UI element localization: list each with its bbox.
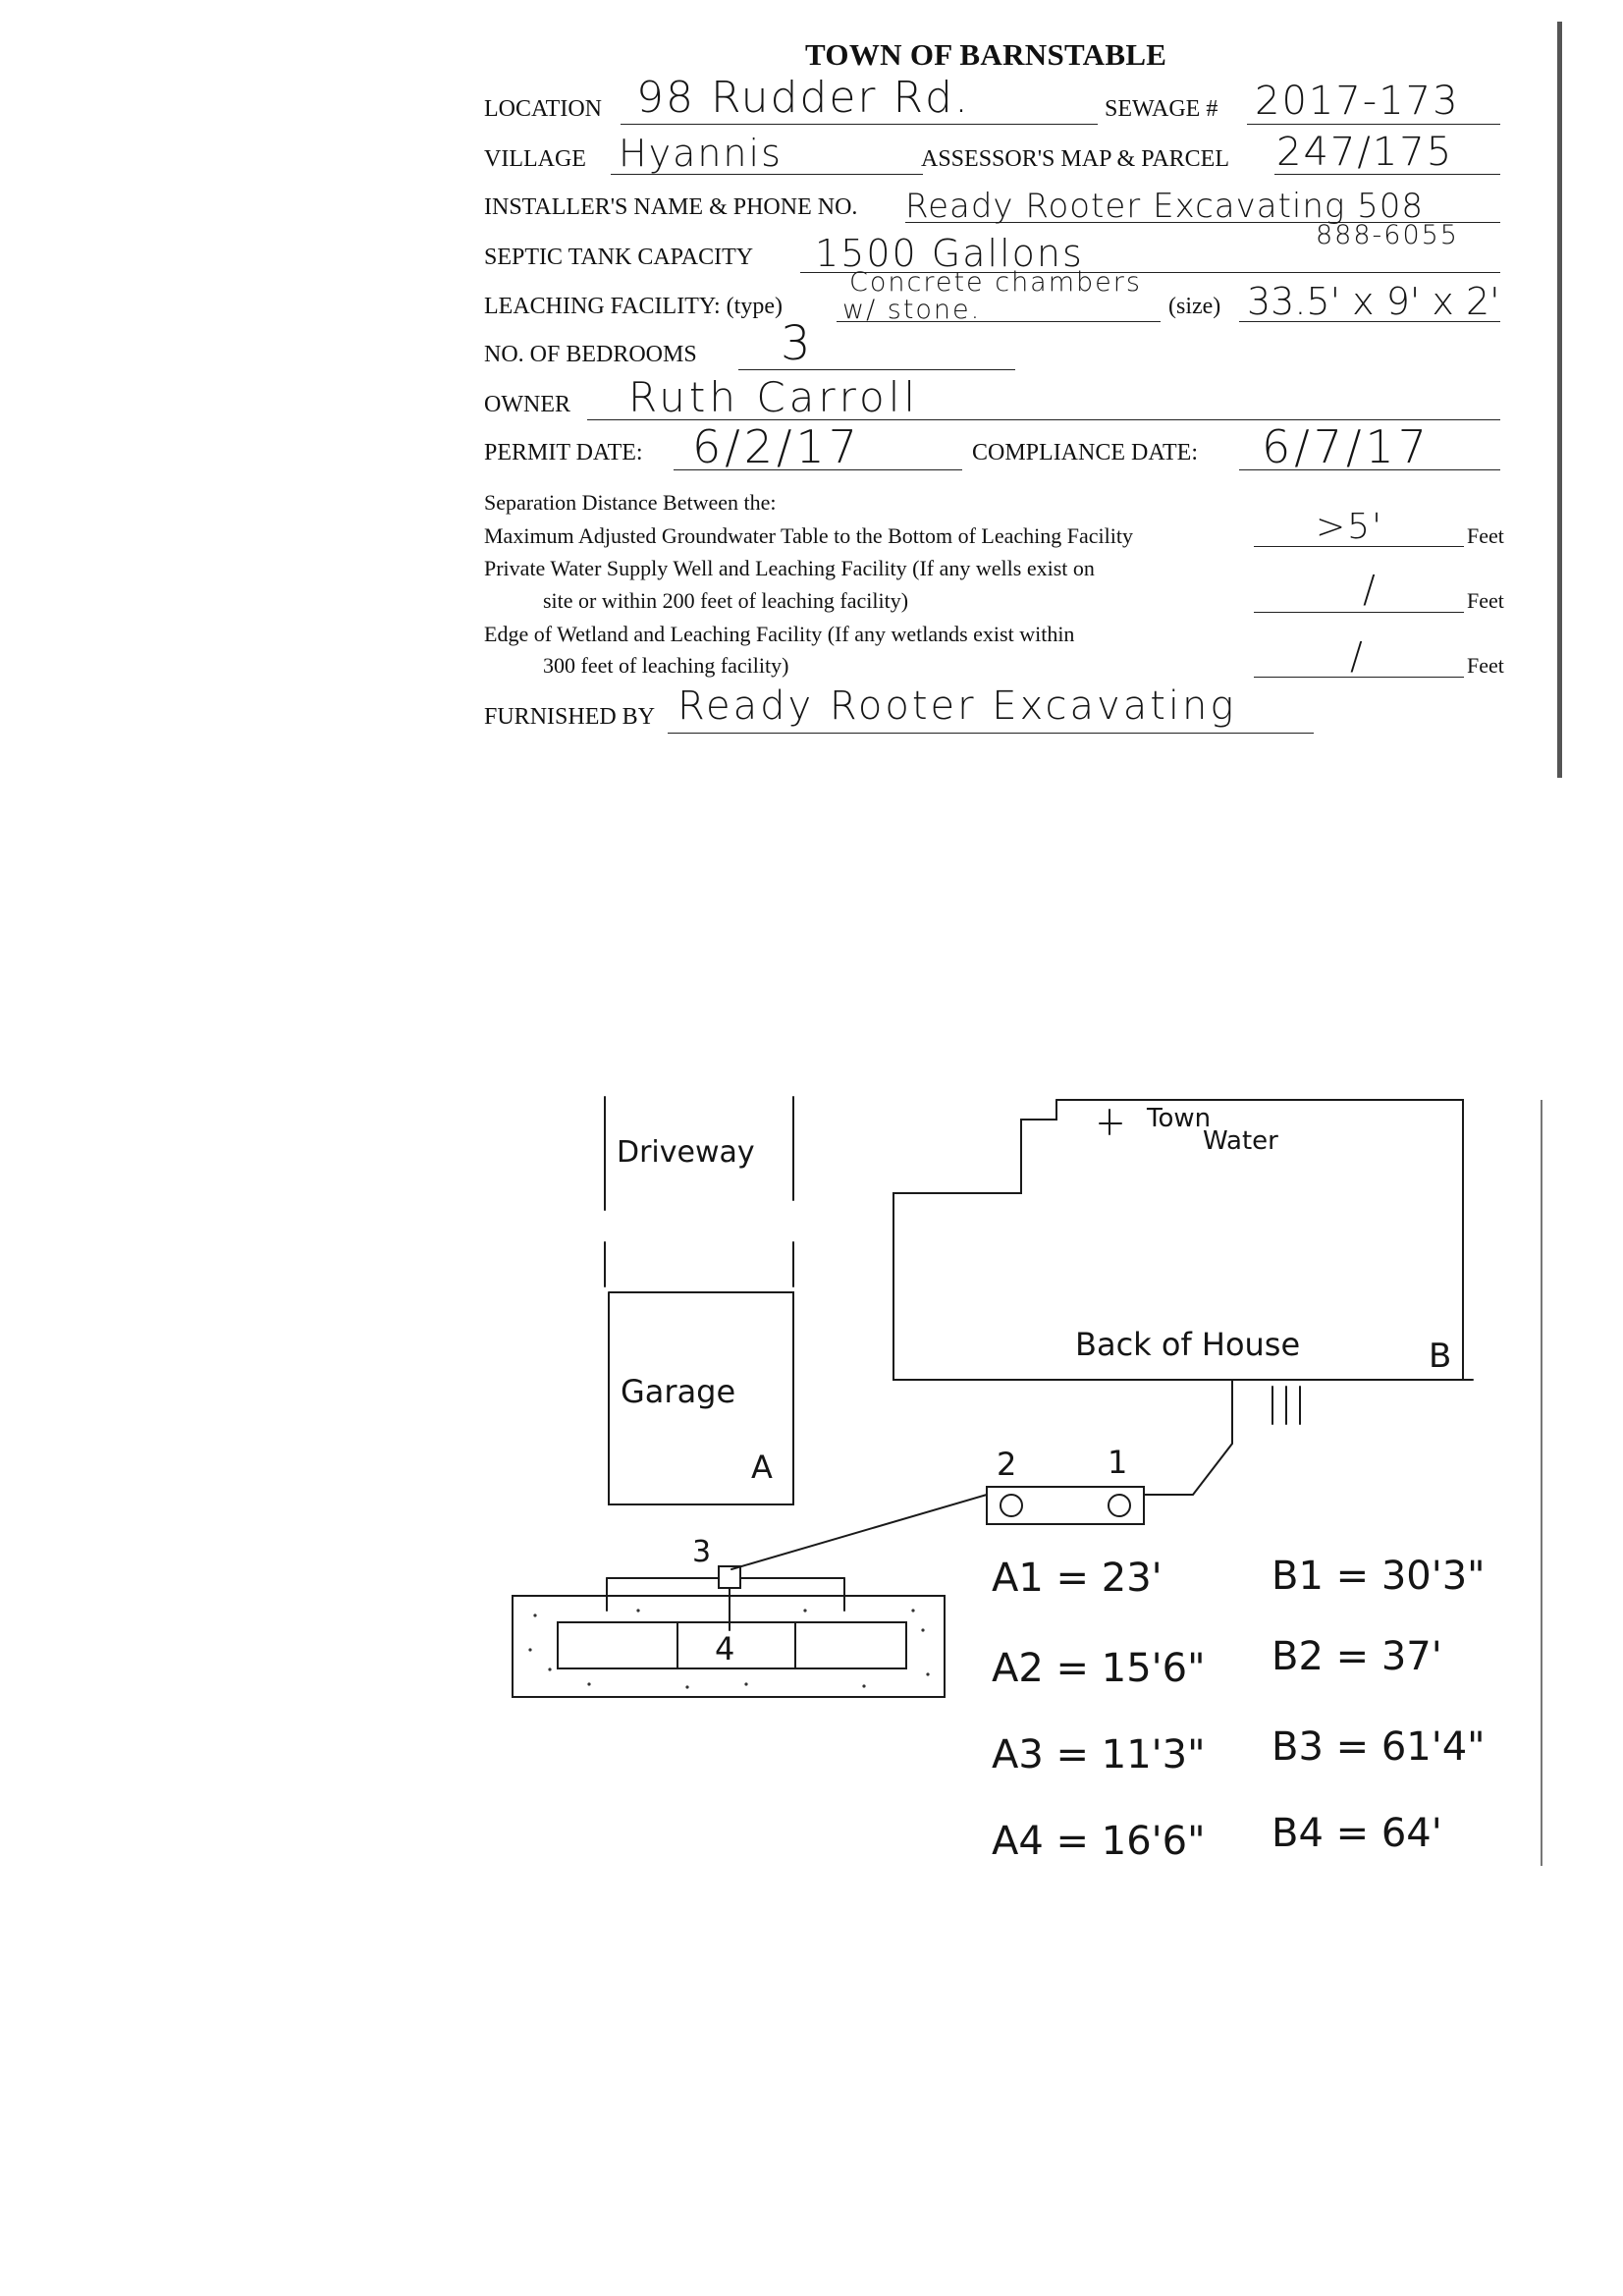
dbox-number: 3 xyxy=(692,1535,712,1569)
back-of-house-label: Back of House xyxy=(1075,1326,1301,1363)
sep3-text-2: 300 feet of leaching facility) xyxy=(543,653,789,678)
tie-a1: A1 = 23' xyxy=(992,1556,1163,1601)
separation-heading: Separation Distance Between the: xyxy=(484,490,777,515)
map-parcel-value: 247/175 xyxy=(1276,130,1454,175)
bedrooms-value: 3 xyxy=(781,316,813,371)
point-a-label: A xyxy=(751,1449,773,1486)
permit-date-label: PERMIT DATE: xyxy=(484,440,643,465)
tie-b1: B1 = 30'3" xyxy=(1271,1554,1486,1599)
sewage-label: SEWAGE # xyxy=(1105,96,1218,122)
furnished-label: FURNISHED BY xyxy=(484,704,656,730)
sep2-value: / xyxy=(1363,568,1378,611)
compliance-label: COMPLIANCE DATE: xyxy=(972,440,1199,465)
map-parcel-label: ASSESSOR'S MAP & PARCEL xyxy=(921,146,1230,172)
sewage-value: 2017-173 xyxy=(1255,79,1460,124)
house-pipe xyxy=(1144,1380,1232,1495)
form-title: TOWN OF BARNSTABLE xyxy=(805,37,1167,72)
sep1-value: >5' xyxy=(1316,507,1383,547)
chamber-number: 4 xyxy=(715,1630,735,1667)
tie-b2: B2 = 37' xyxy=(1271,1634,1442,1679)
sep2-text-1: Private Water Supply Well and Leaching Facility (If any wells exist on xyxy=(484,556,1095,580)
sep3-value: / xyxy=(1350,634,1365,678)
tie-a3: A3 = 11'3" xyxy=(992,1732,1206,1777)
installer-label: INSTALLER'S NAME & PHONE NO. xyxy=(484,194,858,220)
village-value: Hyannis xyxy=(619,132,783,175)
tie-a2: A2 = 15'6" xyxy=(992,1646,1206,1691)
owner-label: OWNER xyxy=(484,392,570,417)
water-marker xyxy=(1100,1110,1121,1134)
installer-phone: 888-6055 xyxy=(1316,220,1459,250)
town-water-label-2: Water xyxy=(1203,1126,1278,1156)
leach-size-value: 33.5' x 9' x 2' xyxy=(1247,280,1500,323)
town-water-label-1: Town xyxy=(1147,1104,1212,1133)
bedrooms-label: NO. OF BEDROOMS xyxy=(484,342,697,367)
compliance-value: 6/7/17 xyxy=(1262,420,1432,473)
tank-number-2: 2 xyxy=(997,1446,1017,1483)
tie-b4: B4 = 64' xyxy=(1271,1811,1442,1856)
tank-cover-1 xyxy=(1109,1495,1130,1516)
header-drops xyxy=(607,1578,844,1611)
leach-size-label: (size) xyxy=(1168,294,1221,319)
driveway-label: Driveway xyxy=(617,1135,755,1170)
permit-date-value: 6/2/17 xyxy=(692,420,862,473)
tank-cover-2 xyxy=(1001,1495,1022,1516)
leach-type-line1: Concrete chambers xyxy=(849,267,1142,298)
sep1-feet: Feet xyxy=(1467,523,1504,548)
location-label: LOCATION xyxy=(484,96,602,122)
furnished-value: Ready Rooter Excavating xyxy=(677,683,1237,729)
tank-number-1: 1 xyxy=(1108,1444,1128,1481)
house-foundation-marks xyxy=(1272,1387,1300,1424)
tie-b3: B3 = 61'4" xyxy=(1271,1724,1486,1770)
leach-type-line2: w/ stone. xyxy=(842,295,982,325)
tank-to-dbox-pipe xyxy=(731,1495,987,1569)
sep3-feet: Feet xyxy=(1467,653,1504,678)
sep2-text-2: site or within 200 feet of leaching facility) xyxy=(543,588,909,613)
installer-value: Ready Rooter Excavating 508 xyxy=(905,187,1425,226)
location-value: 98 Rudder Rd. xyxy=(636,73,970,123)
tank-value: 1500 Gallons xyxy=(815,232,1084,275)
owner-value: Ruth Carroll xyxy=(628,373,920,421)
septic-tank xyxy=(987,1487,1144,1524)
chamber-dividers xyxy=(677,1622,795,1668)
point-b-label: B xyxy=(1429,1337,1452,1376)
sep1-text: Maximum Adjusted Groundwater Table to the Bottom of Leaching Facility xyxy=(484,523,1133,548)
village-label: VILLAGE xyxy=(484,146,586,172)
distribution-box xyxy=(719,1566,740,1588)
tank-label: SEPTIC TANK CAPACITY xyxy=(484,245,754,270)
leach-type-label: LEACHING FACILITY: (type) xyxy=(484,294,783,319)
sep3-text-1: Edge of Wetland and Leaching Facility (If any wetlands exist within xyxy=(484,622,1075,646)
tie-a4: A4 = 16'6" xyxy=(992,1819,1206,1864)
sep2-feet: Feet xyxy=(1467,588,1504,613)
garage-label: Garage xyxy=(621,1373,736,1410)
